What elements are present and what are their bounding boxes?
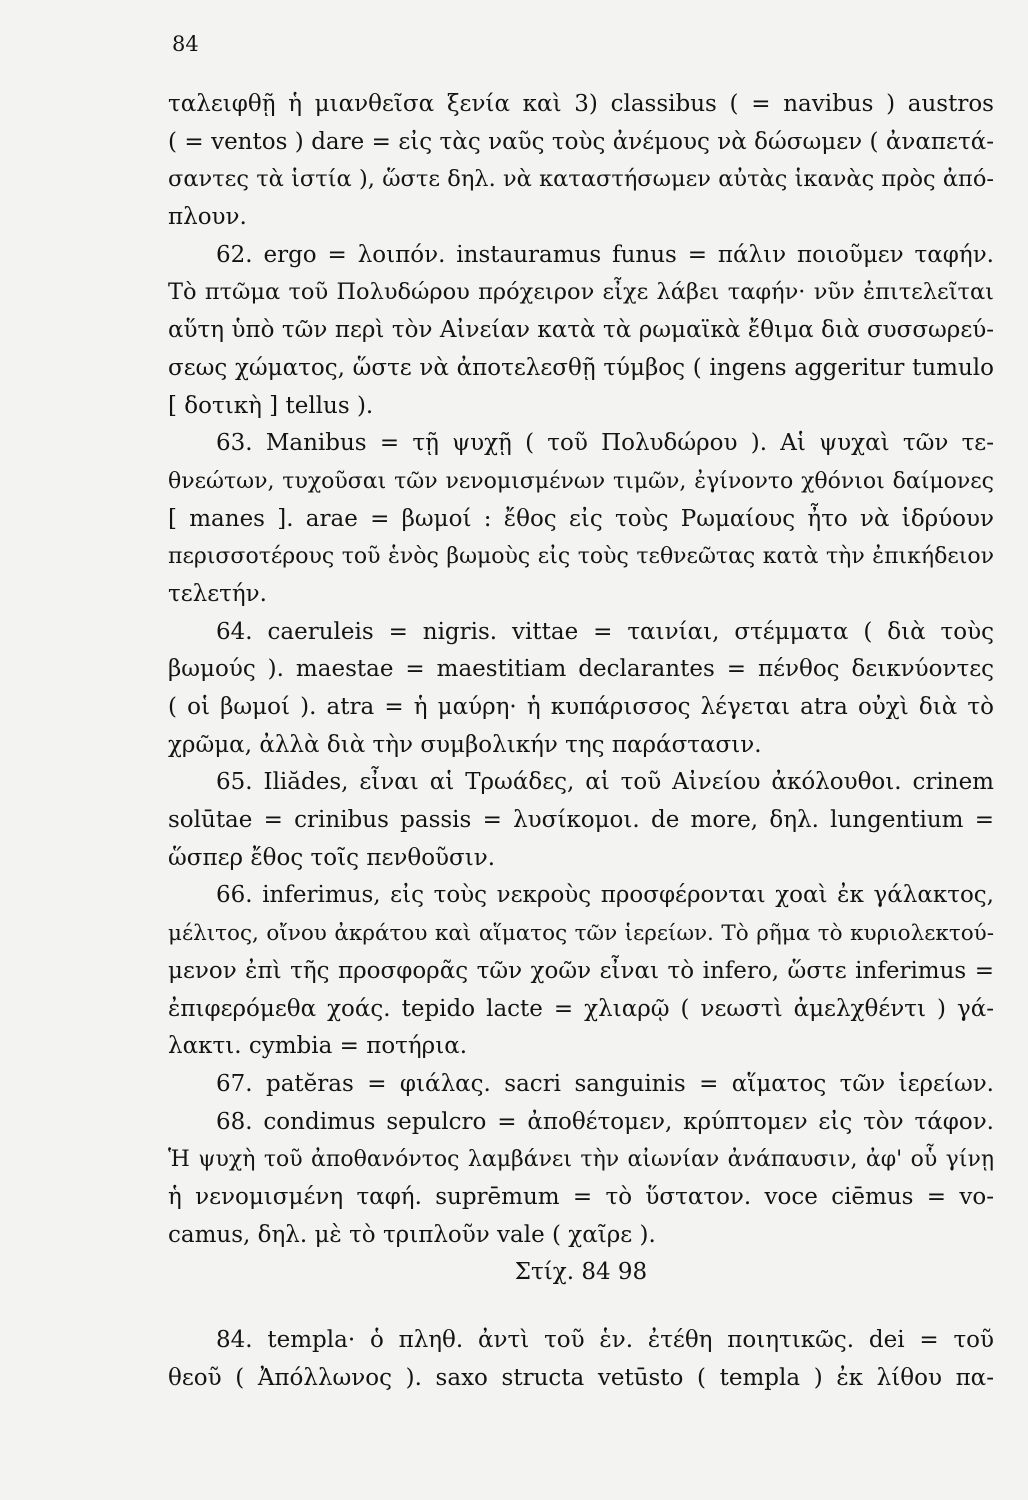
text-line: θεοῦ ( Ἀπόλλωνος ). saxo structa vetūsto ( templa ) ἐκ λίθου πα- [168, 1364, 994, 1391]
text-line: σαντες τὰ ἱστία ), ὥστε δηλ. νὰ καταστήσωμεν αὐτὰς ἱκανὰς πρὸς ἀπό- [168, 166, 994, 193]
text-line: Τὸ πτῶμα τοῦ Πολυδώρου πρόχειρον εἶχε λάβει ταφήν· νῦν ἐπιτελεῖται [168, 279, 994, 306]
text-line: 67. patĕras = φιάλας. sacri sanguinis = αἵματος τῶν ἱερείων. [216, 1070, 994, 1097]
text-line: βωμούς ). maestae = maestitiam declarantes = πένθος δεικνύοντες [168, 656, 994, 683]
text-line: λακτι. cymbia = ποτήρια. [168, 1033, 468, 1060]
text-line: ταλειφθῇ ἡ μιανθεῖσα ξενία καὶ 3) classibus ( = navibus ) austros [168, 91, 994, 117]
text-line: solūtae = crinibus passis = λυσίκομοι. de more, δηλ. lungentium = [168, 807, 994, 834]
text-line: 66. inferimus, εἰς τοὺς νεκροὺς προσφέρονται χοαὶ ἐκ γάλακτος, [216, 882, 994, 909]
text-line: 84. templa· ὁ πληθ. ἀντὶ τοῦ ἑν. ἐτέθη ποιητικῶς. dei = τοῦ [216, 1327, 994, 1353]
text-line: περισσοτέρους τοῦ ἑνὸς βωμοὺς εἰς τοὺς τεθνεῶτας κατὰ τὴν ἐπικήδειον [168, 544, 994, 570]
text-line: [ manes ]. arae = βωμοί : ἔθος εἰς τοὺς Ρωμαίους ἦτο νὰ ἱδρύουν [168, 505, 994, 532]
text-line: 68. condimus sepulcro = ἀποθέτομεν, κρύπτομεν εἰς τὸν τάφον. [216, 1108, 994, 1135]
text-line: πλουν. [168, 204, 247, 231]
text-line: ἡ νενομισμένη ταφή. suprēmum = τὸ ὕστατον. voce ciēmus = vo- [168, 1183, 994, 1210]
body-text [168, 86, 994, 1397]
text-line: τελετήν. [168, 580, 267, 607]
text-line: 62. ergo = λοιπόν. instauramus funus = πάλιν ποιοῦμεν ταφήν. [216, 241, 994, 268]
text-line: [ δοτικὴ ] tellus ). [168, 392, 374, 419]
text-line: ὥσπερ ἔθος τοῖς πενθοῦσιν. [168, 844, 496, 871]
text-line: camus, δηλ. μὲ τὸ τριπλοῦν vale ( χαῖρε ). [168, 1221, 656, 1248]
text-line: 65. Iliădes, εἶναι αἱ Τρωάδες, αἱ τοῦ Αἰνείου ἀκόλουθοι. crinem [216, 769, 994, 796]
text-line: 63. Manibus = τῇ ψυχῇ ( τοῦ Πολυδώρου ). Αἱ ψυχαὶ τῶν τε- [216, 430, 994, 457]
text-line: ( οἱ βωμοί ). atra = ἡ μαύρη· ἡ κυπάρισσος λέγεται atra οὐχὶ διὰ τὸ [168, 694, 994, 720]
text-line: θνεώτων, τυχοῦσαι τῶν νενομισμένων τιμῶν, ἐγίνοντο χθόνιοι δαίμονες [168, 468, 994, 494]
section-spacer [168, 1292, 994, 1322]
text-line: μενον ἐπὶ τῆς προσφορᾶς τῶν χοῶν εἶναι τὸ infero, ὥστε inferimus = [168, 957, 994, 984]
text-line: αὕτη ὑπὸ τῶν περὶ τὸν Αἰνείαν κατὰ τὰ ρωμαϊκὰ ἔθιμα διὰ συσσωρεύ- [168, 317, 994, 344]
text-line: χρῶμα, ἀλλὰ διὰ τὴν συμβολικήν της παράστασιν. [168, 731, 762, 758]
page-number: 84 [172, 32, 199, 56]
section-heading: Στίχ. 84 98 [514, 1259, 648, 1286]
text-line: σεως χώματος, ὥστε νὰ ἀποτελεσθῇ τύμβος ( ingens aggeritur tumulo [168, 354, 994, 381]
text-line: μέλιτος, οἴνου ἀκράτου καὶ αἵματος τῶν ἱερείων. Τὸ ρῆμα τὸ κυριολεκτού- [168, 921, 994, 947]
text-line: 64. caeruleis = nigris. vittae = ταινίαι, στέμματα ( διὰ τοὺς [216, 618, 994, 645]
text-line: Ἡ ψυχὴ τοῦ ἀποθανόντος λαμβάνει τὴν αἰωνίαν ἀνάπαυσιν, ἀφ' οὗ γίνῃ [168, 1147, 994, 1173]
text-line: ἐπιφερόμεθα χοάς. tepido lacte = χλιαρῷ ( νεωστὶ ἀμελχθέντι ) γά- [168, 995, 994, 1022]
text-line: ( = ventos ) dare = εἰς τὰς ναῦς τοὺς ἀνέμους νὰ δώσωμεν ( ἀναπετά- [168, 128, 994, 155]
